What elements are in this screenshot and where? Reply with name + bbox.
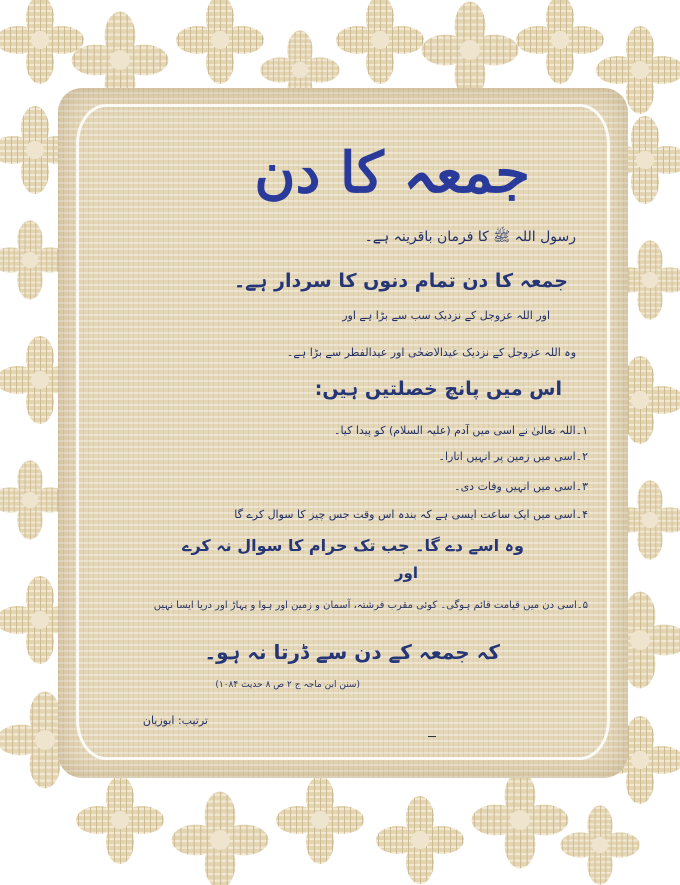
trait-4: ۴۔اسی میں ایک ساعت ایسی ہے کہ بندہ اس وقت جس چیز کا سوال کرے گا [234,508,588,521]
trait-5: ۵۔اسی دن میں قیامت قائم ہوگی۔ کوئی مقرب فرشتہ، آسمان و زمین اور ہوا و پہاڑ اور دریا ایسا نہیں [153,600,588,611]
hadith-intro: رسول اللہ ﷺ کا فرمان باقرینہ ہے۔ [364,229,576,245]
conjunction-and: اور [394,564,418,582]
stray-mark [428,736,436,737]
citation: (سنن ابن ماجہ ج ۲ ص ۸ حدیث ۱۰۸۴) [215,680,360,690]
five-traits-heading: اس میں پانچ خصلتیں ہیں: [314,378,562,400]
compiler-credit: ترتیب: ابوزیان [142,714,208,727]
hadith-line-eids: وہ اللہ عزوجل کے نزدیک عیدالاضحٰی اور عیدالفطر سے بڑا ہے۔ [286,346,576,359]
trait-5-continued: کہ جمعہ کے دن سے ڈرتا نہ ہو۔ [204,640,500,664]
page-title: جمعہ کا دن [254,140,530,206]
trait-1: ۱۔اللہ تعالیٰ نے اسی میں آدم (علیہ السلام) کو پیدا کیا۔ [334,424,588,437]
hadith-line-chief: جمعہ کا دن تمام دنوں کا سردار ہے۔ [234,270,568,292]
trait-2: ۲۔اسی میں زمین پر انہیں اتارا۔ [438,450,588,463]
trait-3: ۳۔اسی میں انہیں وفات دی۔ [454,480,588,493]
trait-4-continued: وہ اسے دے گا۔ جب تک حرام کا سوال نہ کرے [182,536,524,555]
hadith-line-greatest: اور اللہ عزوجل کے نزدیک سب سے بڑا ہے اور [342,309,550,322]
